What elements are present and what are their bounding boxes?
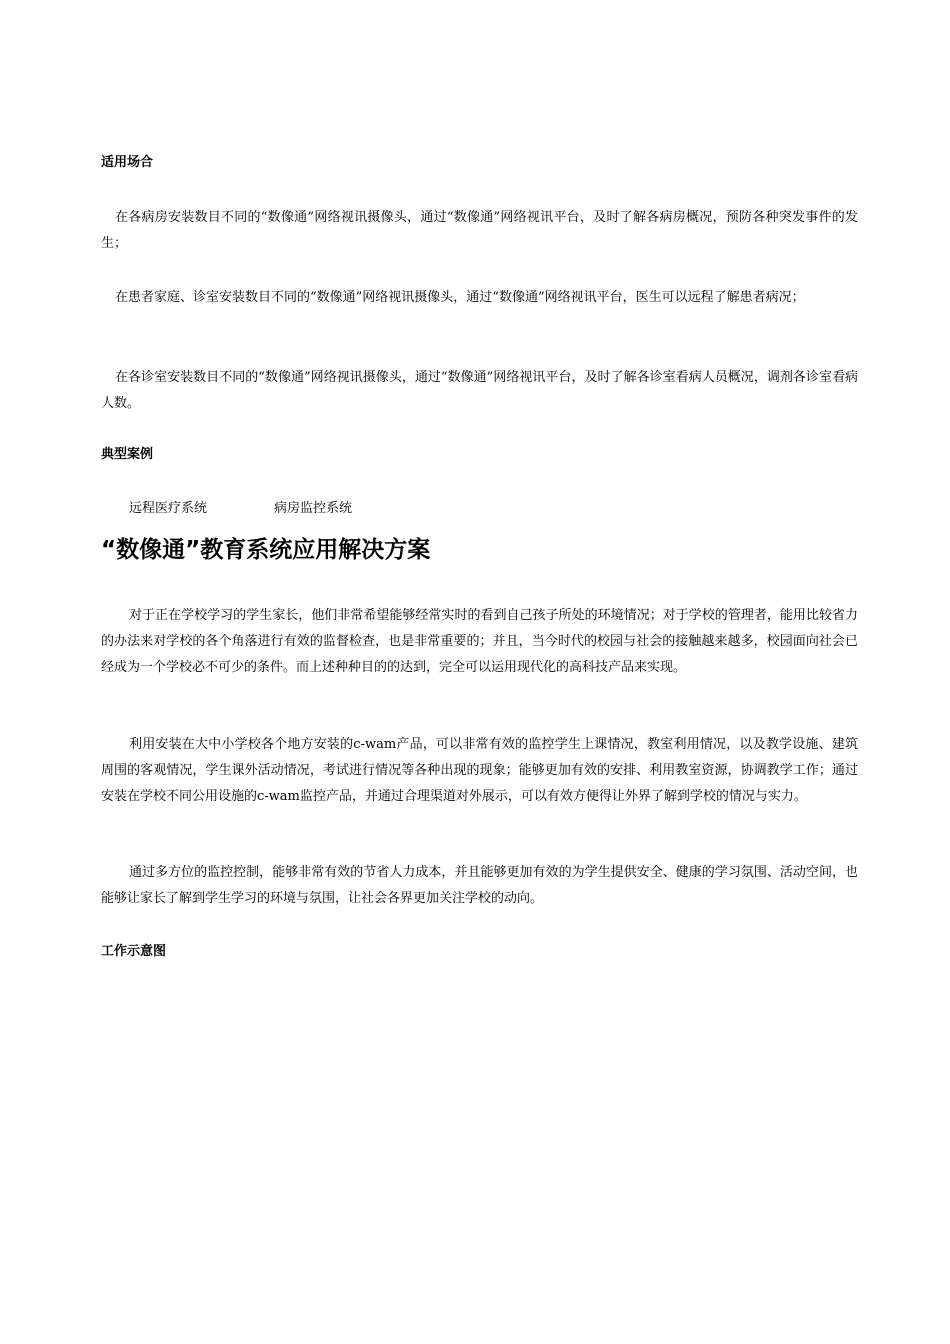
education-paragraph-3: 通过多方位的监控控制，能够非常有效的节省人力成本，并且能够更加有效的为学生提供安全、健康的学习氛围、活动空间，也能够让家长了解到学生学习的环境与氛围，让社会各界更加关注学校的动向。	[101, 865, 858, 906]
case-item-ward-monitoring: 病房监控系统	[274, 501, 353, 516]
education-title: “数像通”教育系统应用解决方案	[101, 537, 431, 563]
case-list	[129, 499, 352, 519]
venues-paragraph-3: 在各诊室安装数目不同的“数像通”网络视讯摄像头，通过“数像通”网络视讯平台，及时了解各诊室看病人员概况，调剂各诊室看病人数。	[101, 370, 858, 411]
diagram-heading: 工作示意图	[101, 944, 167, 959]
venues-paragraph-2: 在患者家庭、诊室安装数目不同的“数像通”网络视讯摄像头，通过“数像通”网络视讯平台，医生可以远程了解患者病况；	[115, 290, 805, 305]
venues-paragraph-1: 在各病房安装数目不同的“数像通”网络视讯摄像头，通过“数像通”网络视讯平台，及时了解各病房概况，预防各种突发事件的发生；	[101, 210, 858, 251]
venues-heading: 适用场合	[101, 155, 154, 170]
education-paragraph-1: 对于正在学校学习的学生家长，他们非常希望能够经常实时的看到自己孩子所处的环境情况；对于学校的管理者，能用比较省力的办法来对学校的各个角落进行有效的监督检查，也是非常重要的；并且，当今时代的校园与社会的接触越来越多，校园面向社会已经成为一个学校必不可少的条件。而上述种种目的的达到，完全可以运用现代化的高科技产品来实现。	[101, 608, 858, 675]
cases-heading: 典型案例	[101, 447, 154, 462]
education-paragraph-2: 利用安装在大中小学校各个地方安装的c-wam产品，可以非常有效的监控学生上课情况，教室利用情况，以及教学设施、建筑周围的客观情况，学生课外活动情况，考试进行情况等各种出现的现象；能够更加有效的安排、利用教室资源，协调教学工作；通过安装在学校不同公用设施的c-wam监控产品，并通过合理渠道对外展示，可以有效方便得让外界了解到学校的情况与实力。	[101, 737, 858, 804]
case-item-remote-medical: 远程医疗系统	[129, 501, 208, 516]
